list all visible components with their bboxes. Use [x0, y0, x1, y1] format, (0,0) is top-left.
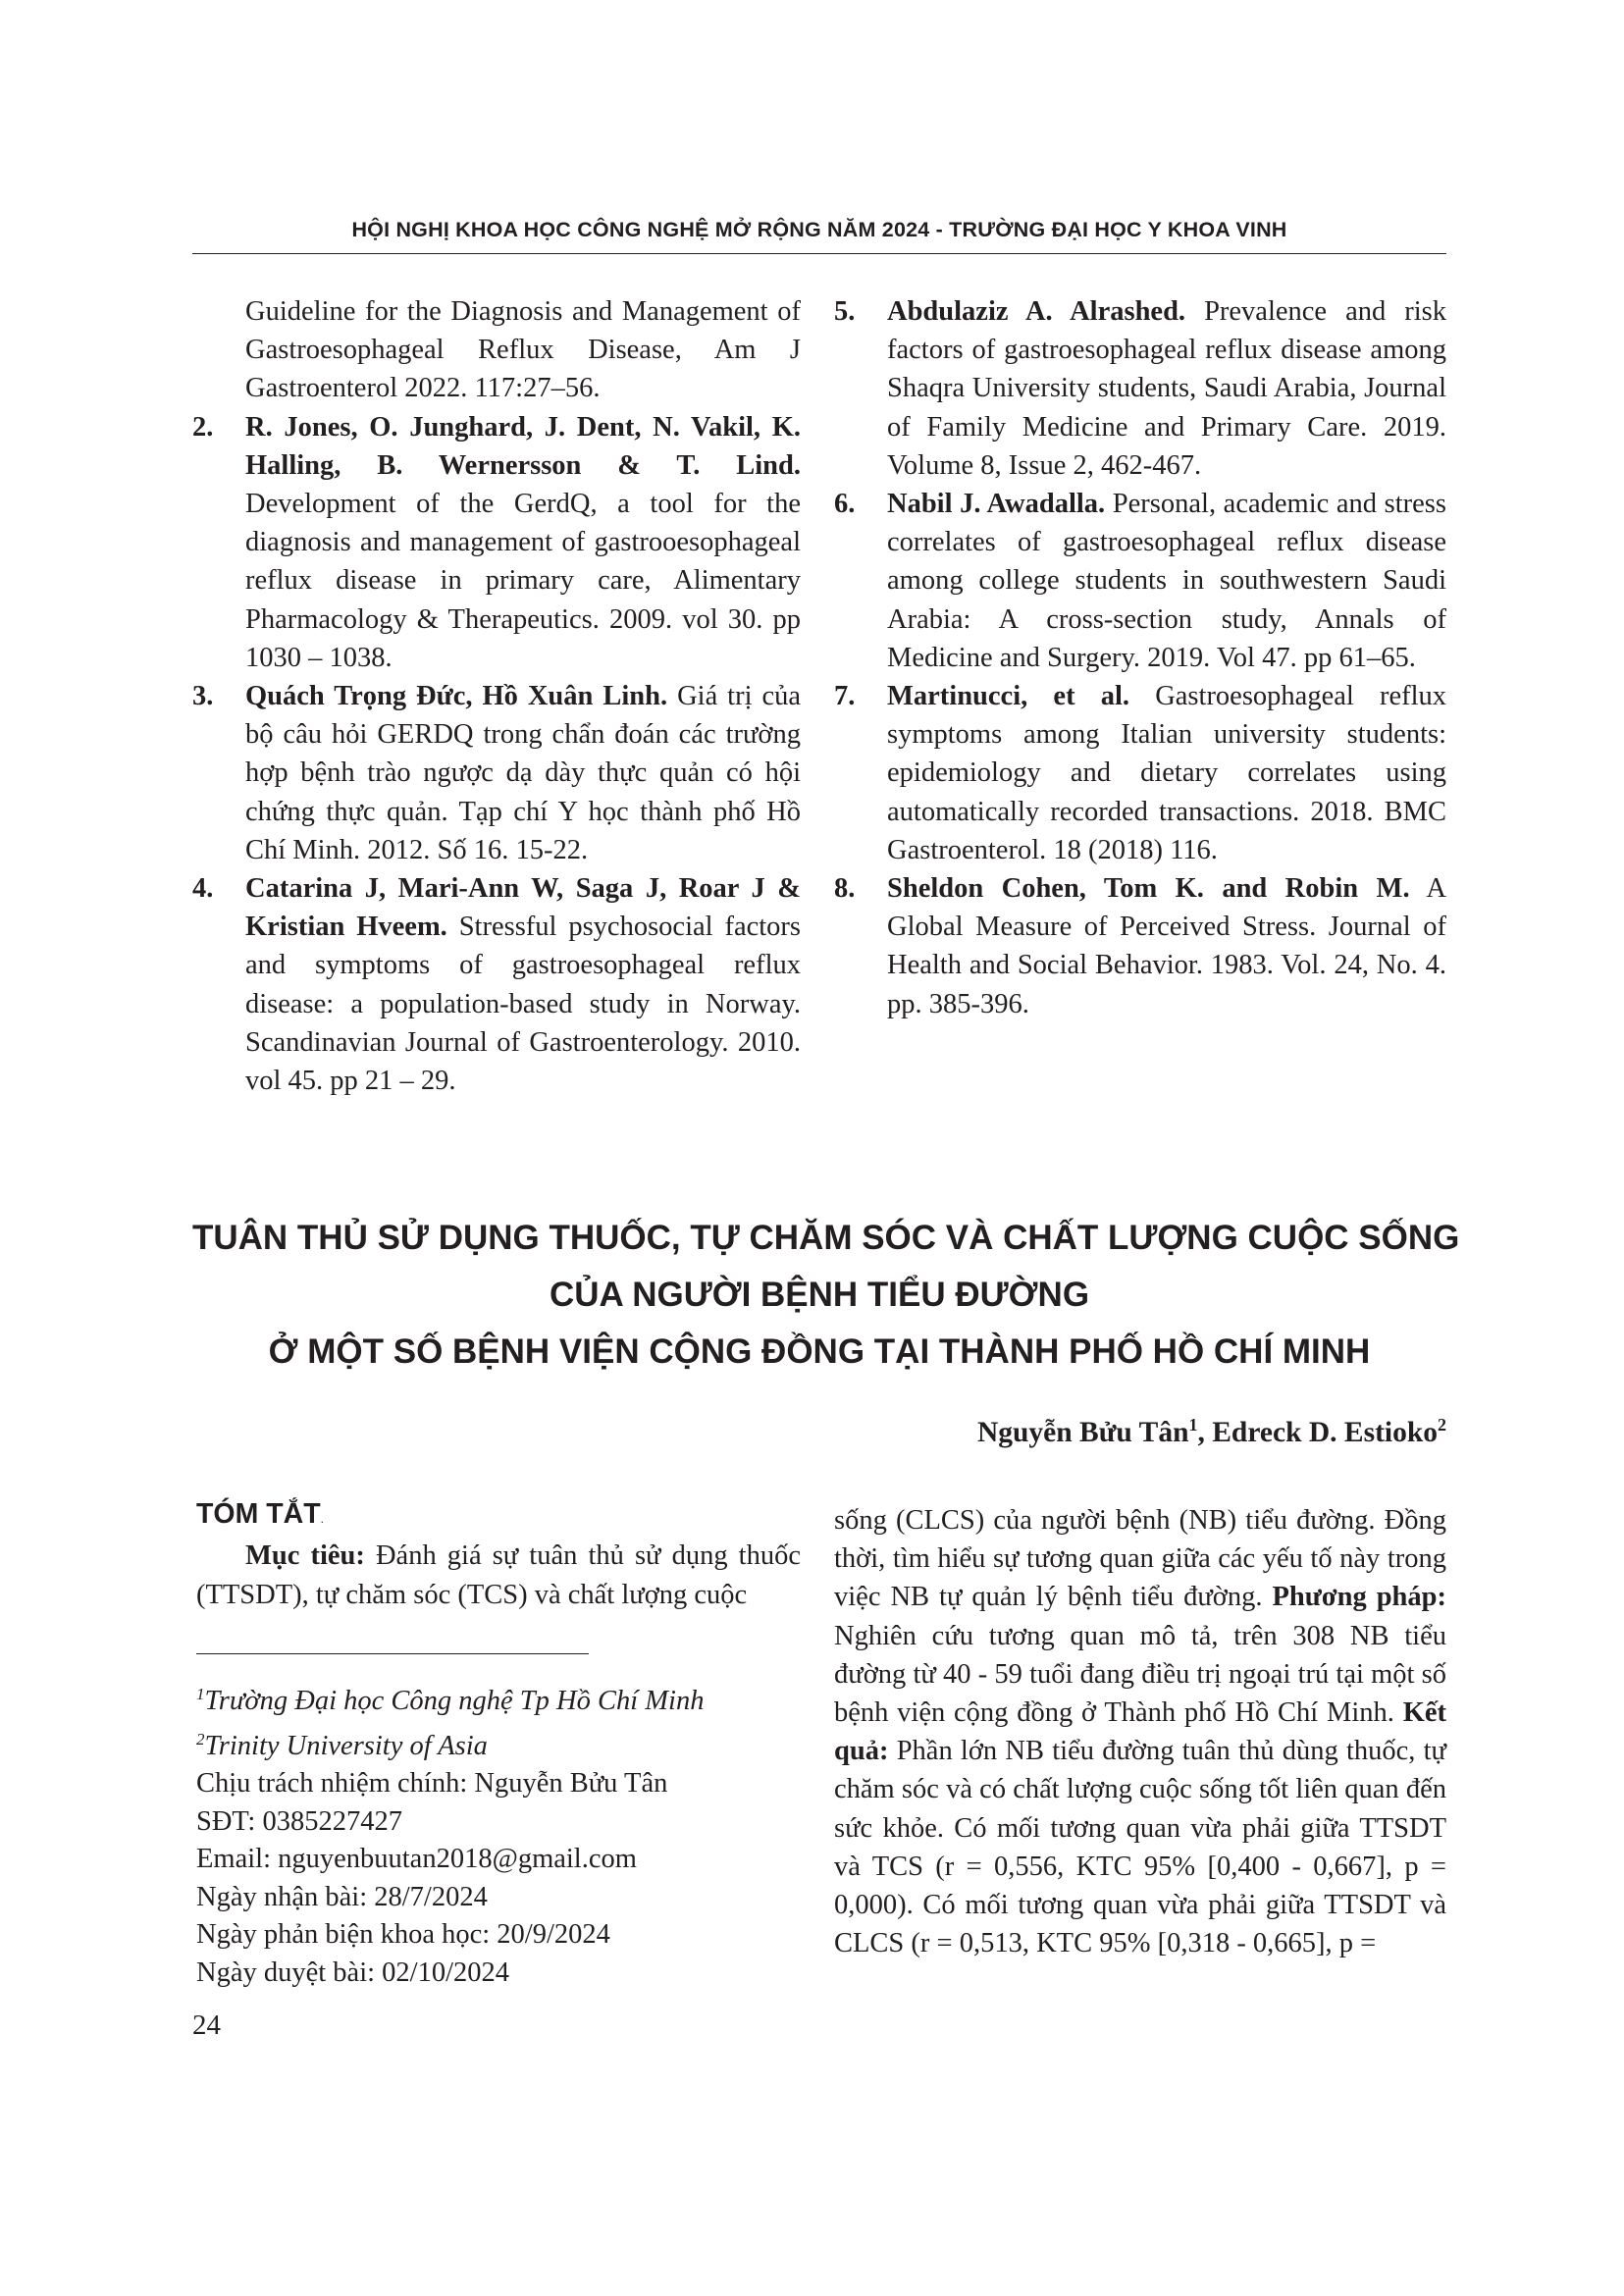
- author-affiliation-marker: 1: [1188, 1415, 1198, 1435]
- reference-1-continuation: Guideline for the Diagnosis and Management of Gastroesophageal Reflux Disease, Am J Gastroenterol 2022. 117:27–56.: [245, 296, 801, 404]
- reference-authors: R. Jones, O. Junghard, J. Dent, N. Vakil, K. Halling, B. Wernersson & T. Lind.: [245, 411, 801, 481]
- phone-number: SĐT: 0385227427: [196, 1805, 402, 1837]
- method-label: Phương pháp:: [1272, 1582, 1446, 1613]
- author-name: Nguyễn Bửu Tân: [976, 1417, 1189, 1448]
- objective-text: Đánh giá sự tuân thủ sử dụng thuốc (TTSDT), tự chăm sóc (TCS) và chất lượng cuộc: [196, 1540, 801, 1610]
- objective-label: Mục tiêu:: [245, 1540, 365, 1571]
- reference-text: Development of the GerdQ, a tool for the diagnosis and management of gastrooesophageal reflux disease in primary care, Alimentary Pharmacology & Therapeutics. 2009. vol 30. pp 1030 – 1038.: [245, 489, 801, 673]
- affiliation-text: Trường Đại học Công nghệ Tp Hồ Chí Minh: [204, 1686, 705, 1716]
- reference-number: 7.: [834, 681, 856, 712]
- abstract-right-text: [834, 1501, 1446, 1962]
- author-name: Edreck D. Estioko: [1212, 1417, 1438, 1448]
- responsible-author: Chịu trách nhiệm chính: Nguyễn Bửu Tân: [196, 1768, 668, 1799]
- affiliation-text: Trinity University of Asia: [204, 1730, 488, 1761]
- affiliation-1: [196, 1676, 805, 1721]
- reference-item: [192, 408, 801, 677]
- result-text: Phần lớn NB tiểu đường tuân thủ dùng thuốc, tự chăm sóc và có chất lượng cuộc sống tốt liên quan đến sức khỏe. Có mối tương quan vừa phải giữa TTSDT và TCS (r = 0,556, KTC 95% [0,400 - 0,667], p = 0,000). Có mối tương quan vừa phải giữa TTSDT và CLCS (r = 0,513, KTC 95% [0,318 - 0,665], p =: [834, 1736, 1446, 1959]
- affiliation-2: [196, 1721, 805, 1766]
- reference-authors: Catarina J, Mari-Ann W, Saga J, Roar J & Kristian Hveem.: [245, 873, 801, 943]
- reference-number: 8.: [834, 873, 856, 905]
- header-rule: [192, 253, 1446, 254]
- reference-number: 4.: [192, 873, 214, 905]
- abstract-heading-mark: .: [320, 1512, 324, 1526]
- abstract-heading-text: TÓM TẮT: [196, 1498, 321, 1530]
- footnote-rule: [196, 1653, 589, 1654]
- article-title-line: TUÂN THỦ SỬ DỤNG THUỐC, TỰ CHĂM SÓC VÀ CHẤT LƯỢNG CUỘC SỐNG: [192, 1219, 1460, 1257]
- footnotes: [196, 1676, 805, 1992]
- reference-authors: Quách Trọng Đức, Hồ Xuân Linh.: [245, 681, 668, 712]
- reference-item: [192, 869, 801, 1100]
- abstract-left-text: [196, 1537, 801, 1614]
- date-received: Ngày nhận bài: 28/7/2024: [196, 1881, 488, 1912]
- abstract-heading: [196, 1498, 324, 1531]
- reference-text: Personal, academic and stress correlates of gastroesophageal reflux disease among college students in southwestern Saudi Arabia: A cross-section study, Annals of Medicine and Surgery. 2019. Vol 47. pp 61–65.: [887, 489, 1446, 673]
- reference-text: Gastroesophageal reflux symptoms among Italian university students: epidemiology and dietary correlates using automatically recorded transactions. 2018. BMC Gastroenterol. 18 (2018) 116.: [887, 681, 1447, 865]
- author-separator: ,: [1197, 1417, 1213, 1448]
- reference-number: 6.: [834, 489, 856, 520]
- article-authors: [977, 1415, 1446, 1449]
- reference-item: [834, 869, 1446, 1023]
- reference-text: A Global Measure of Perceived Stress. Journal of Health and Social Behavior. 1983. Vol. 24, No. 4. pp. 385-396.: [887, 873, 1446, 1019]
- article-title-line: Ở MỘT SỐ BỆNH VIỆN CỘNG ĐỒNG TẠI THÀNH PHỐ HỒ CHÍ MINH: [268, 1332, 1371, 1371]
- email-address: Email: nguyenbuutan2018@gmail.com: [196, 1844, 637, 1874]
- reference-text: Stressful psychosocial factors and symptoms of gastroesophageal reflux disease: a population-based study in Norway. Scandinavian Journal of Gastroenterology. 2010. vol 45. pp 21 – 29.: [245, 912, 801, 1097]
- reference-item: [834, 485, 1446, 677]
- author-affiliation-marker: 2: [1438, 1415, 1446, 1435]
- abstract-intro: sống (CLCS) của người bệnh (NB) tiểu đường. Đồng thời, tìm hiểu sự tương quan giữa các yếu tố này trong việc NB tự quản lý bệnh tiểu đường.: [834, 1505, 1446, 1613]
- reference-authors: Nabil J. Awadalla.: [887, 489, 1106, 520]
- references-right-column: [834, 292, 1446, 1023]
- reference-authors: Martinucci, et al.: [887, 681, 1130, 712]
- affiliation-marker: 1: [196, 1685, 205, 1703]
- running-header: HỘI NGHỊ KHOA HỌC CÔNG NGHỆ MỞ RỘNG NĂM 2024 - TRƯỜNG ĐẠI HỌC Y KHOA VINH: [351, 218, 1287, 241]
- reference-item: [192, 677, 801, 869]
- method-text: Nghiên cứu tương quan mô tả, trên 308 NB tiểu đường từ 40 - 59 tuổi đang điều trị ngoại trú tại một số bệnh viện cộng đồng ở Thành phố Hồ Chí Minh.: [834, 1620, 1446, 1729]
- reference-number: 5.: [834, 296, 856, 327]
- date-reviewed: Ngày phản biện khoa học: 20/9/2024: [196, 1919, 610, 1950]
- reference-text: Prevalence and risk factors of gastroesophageal reflux disease among Shaqra University students, Saudi Arabia, Journal of Family Medicine and Primary Care. 2019. Volume 8, Issue 2, 462-467.: [887, 296, 1446, 481]
- reference-item: [834, 292, 1446, 485]
- date-accepted: Ngày duyệt bài: 02/10/2024: [196, 1957, 509, 1988]
- references-left-column: [192, 292, 801, 1100]
- reference-number: 2.: [192, 411, 214, 443]
- result-label: Kết quả:: [834, 1697, 1446, 1767]
- reference-item: [834, 677, 1446, 869]
- reference-number: 3.: [192, 681, 214, 712]
- reference-text: Giá trị của bộ câu hỏi GERDQ trong chẩn đoán các trường hợp bệnh trào ngược dạ dày thực quản có hội chứng thực quản. Tạp chí Y học thành phố Hồ Chí Minh. 2012. Số 16. 15-22.: [245, 681, 802, 865]
- reference-authors: Abdulaziz A. Alrashed.: [887, 296, 1186, 327]
- article-title-line: CỦA NGƯỜI BỆNH TIỂU ĐƯỜNG: [549, 1276, 1090, 1314]
- article-title: [192, 1210, 1460, 1381]
- affiliation-marker: 2: [196, 1729, 205, 1748]
- reference-authors: Sheldon Cohen, Tom K. and Robin M.: [887, 873, 1410, 905]
- page-number: 24: [192, 2009, 221, 2041]
